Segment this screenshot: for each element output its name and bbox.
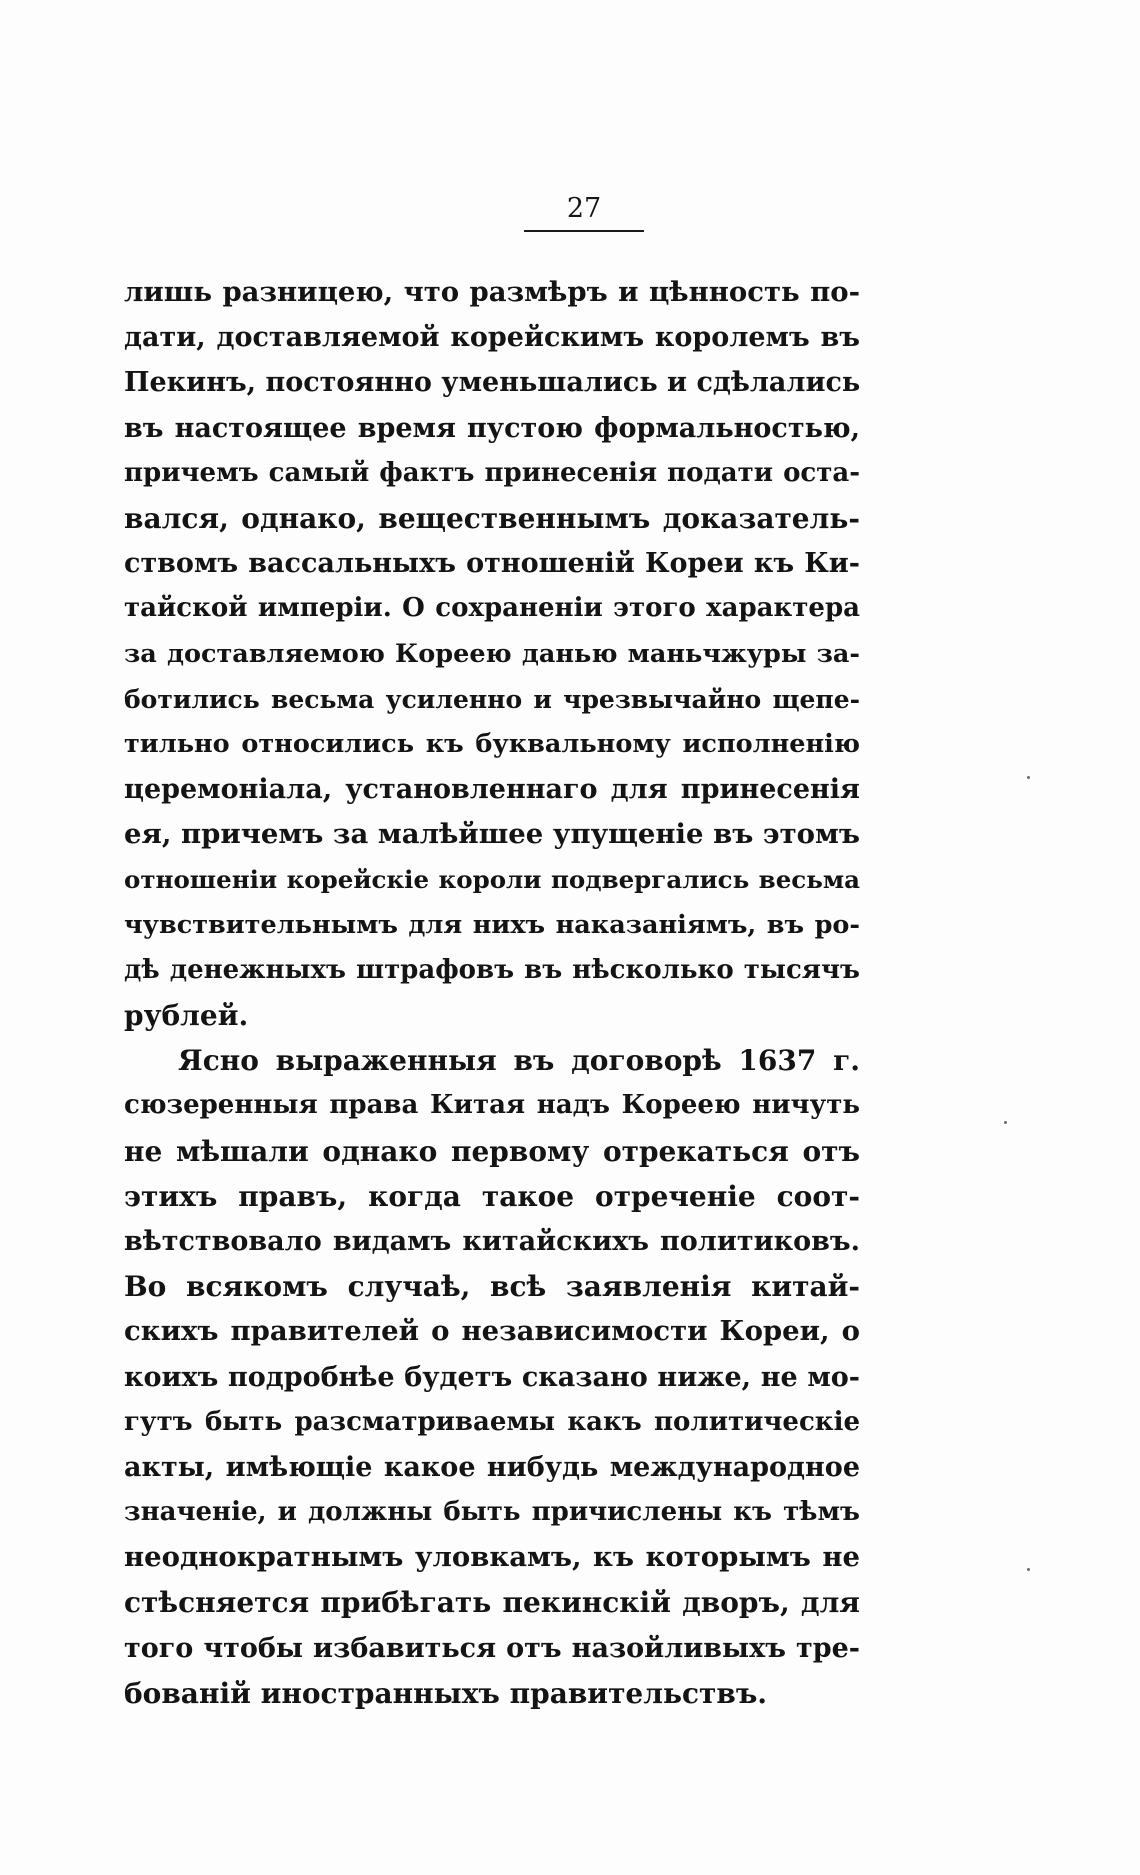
text-line: акты, имѣющіе какое нибудь международное (124, 1451, 860, 1483)
text-line: ботились весьма усиленно и чрезвычайно щепе- (124, 684, 860, 714)
text-line: чувствительнымъ для нихъ наказаніямъ, въ ро- (124, 909, 860, 940)
text-line: бованій иностранныхъ правительствъ. (124, 1676, 768, 1710)
text-line: не мѣшали однако первому отрекаться отъ (124, 1134, 860, 1168)
text-line: дати, доставляемой корейскимъ королемъ въ (124, 322, 860, 354)
scan-speck (1004, 1121, 1007, 1124)
text-line: церемоніала, установленнаго для принесенія (124, 774, 860, 806)
text-line: тильно относились къ буквальному исполненію (124, 728, 860, 759)
text-line: скихъ правителей о независимости Кореи, о (124, 1315, 860, 1348)
text-line: Пекинъ, постоянно уменьшались и сдѣлались (124, 367, 861, 399)
text-line: этихъ правъ, когда такое отреченіе соот- (124, 1179, 860, 1213)
text-line: вался, однако, вещественнымъ доказатель- (124, 501, 860, 535)
text-line: стѣсняется прибѣгать пекинскій дворъ, для (124, 1586, 860, 1620)
text-line: лишь разницею, что размѣръ и цѣнность по- (124, 276, 860, 308)
page-number: 27 (566, 193, 602, 224)
text-line: причемъ самый фактъ принесенія подати оста- (124, 457, 860, 488)
text-line: вѣтствовало видамъ китайскихъ политиковъ. (124, 1225, 860, 1257)
text-line: ствомъ вассальныхъ отношеній Кореи къ Ки- (124, 548, 860, 580)
text-line: ея, причемъ за малѣйшее упущеніе въ этомъ (124, 818, 860, 851)
text-line: того чтобы избавиться отъ назойливыхъ тре- (124, 1632, 860, 1664)
text-line: Во всякомъ случаѣ, всѣ заявленія китай- (124, 1270, 860, 1304)
scan-speck (1027, 776, 1030, 779)
text-line: рублей. (124, 999, 249, 1032)
text-line: за доставляемою Кореею данью маньчжуры за- (124, 638, 860, 669)
text-line: коихъ подробнѣе будетъ сказано ниже, не мо- (124, 1361, 860, 1393)
text-line: дѣ денежныхъ штрафовъ въ нѣсколько тысячъ (124, 954, 860, 985)
scan-speck (1027, 1568, 1030, 1571)
text-line: въ настоящее время пустою формальностью, (124, 412, 860, 444)
text-line: гутъ быть разсматриваемы какъ политическіе (124, 1406, 860, 1437)
text-line: Ясно выраженныя въ договорѣ 1637 г. (178, 1044, 860, 1078)
text-line: значеніе, и должны быть причислены къ тѣмъ (124, 1497, 860, 1528)
text-line: тайской имперіи. О сохраненіи этого характера (124, 593, 860, 624)
page-number-rule (524, 230, 644, 232)
text-line: неоднократнымъ уловкамъ, къ которымъ не (124, 1541, 860, 1574)
text-line: отношеніи корейскіе короли подвергались весьма (124, 865, 860, 895)
body-text (124, 270, 860, 1716)
text-line: сюзеренныя права Китая надъ Кореею ничуть (124, 1090, 860, 1121)
